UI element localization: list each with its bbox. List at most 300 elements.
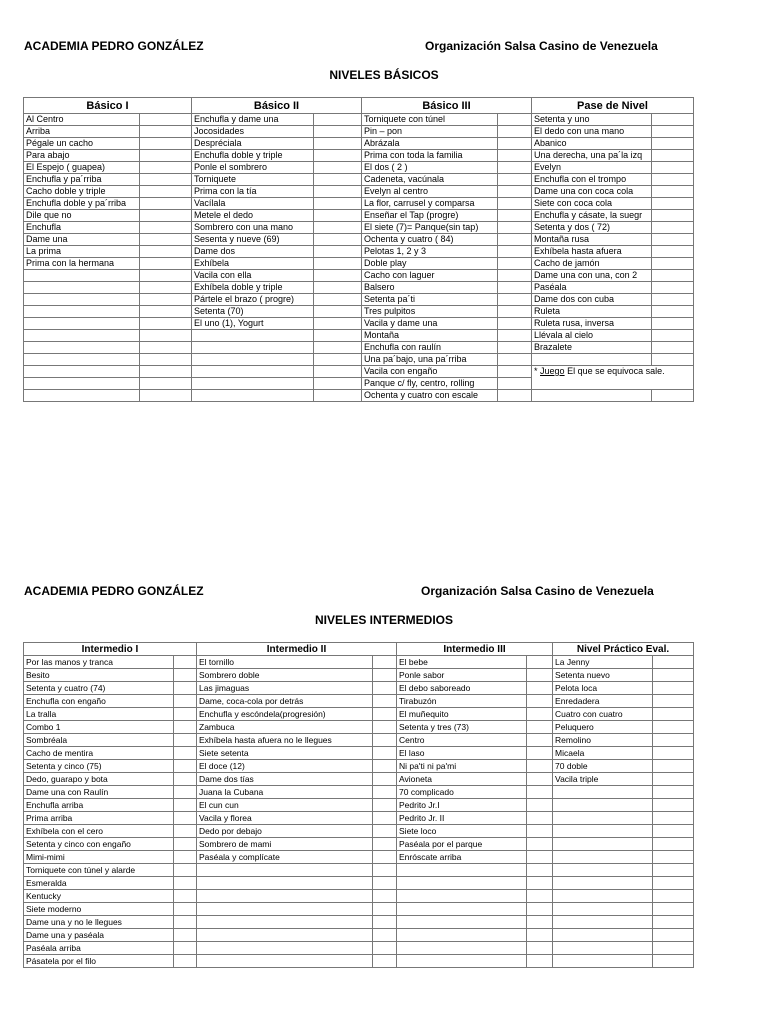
academy-name: ACADEMIA PEDRO GONZÁLEZ (24, 39, 204, 53)
table-cell (174, 786, 197, 799)
table-cell (174, 903, 197, 916)
table-cell: Abanico (532, 138, 652, 150)
table-cell (24, 390, 140, 402)
table-cell (174, 695, 197, 708)
table-cell: Ni pa'ti ni pa'mi (397, 760, 527, 773)
table-cell: Vacila y dame una (362, 318, 498, 330)
table-cell: Zambuca (197, 721, 373, 734)
column-header: Básico III (362, 98, 532, 114)
table-cell (174, 929, 197, 942)
table-cell: El dos ( 2 ) (362, 162, 498, 174)
table-cell: Una pa´bajo, una pa´rriba (362, 354, 498, 366)
table-cell (498, 318, 532, 330)
table-cell (314, 246, 362, 258)
table-cell (314, 318, 362, 330)
table-cell: Cacho de mentira (24, 747, 174, 760)
table-cell: El uno (1), Yogurt (192, 318, 314, 330)
table-cell (314, 114, 362, 126)
table-cell (174, 721, 197, 734)
table-cell: Las jimaguas (197, 682, 373, 695)
table-cell (174, 838, 197, 851)
table-cell (498, 138, 532, 150)
table-cell (192, 378, 314, 390)
table-cell (197, 864, 373, 877)
table-cell: Setenta y uno (532, 114, 652, 126)
table-cell: Pin – pon (362, 126, 498, 138)
table-cell: Torniquete con túnel (362, 114, 498, 126)
table-cell: Siete con coca cola (532, 198, 652, 210)
table-cell: Evelyn (532, 162, 652, 174)
table-cell (553, 916, 653, 929)
table-cell (24, 306, 140, 318)
table-cell: Montaña (362, 330, 498, 342)
table-cell (314, 162, 362, 174)
table-cell: Combo 1 (24, 721, 174, 734)
table-cell: Dame una y no le llegues (24, 916, 174, 929)
table-cell (498, 378, 532, 390)
academy-name: ACADEMIA PEDRO GONZÁLEZ (24, 584, 204, 598)
table-cell (373, 669, 397, 682)
table-cell (652, 234, 694, 246)
table-cell (498, 150, 532, 162)
table-cell (498, 330, 532, 342)
note-prefix: * (534, 366, 541, 376)
table-cell (653, 955, 694, 968)
table-cell (314, 306, 362, 318)
table-cell (314, 174, 362, 186)
table-cell (314, 234, 362, 246)
table-cell (314, 294, 362, 306)
table-header-row (24, 643, 694, 656)
table-row (24, 234, 694, 246)
table-cell (24, 330, 140, 342)
table-row (24, 150, 694, 162)
table-cell (653, 786, 694, 799)
table-cell (140, 306, 192, 318)
table-cell (498, 270, 532, 282)
table-cell: Arriba (24, 126, 140, 138)
table-row (24, 258, 694, 270)
table-cell (498, 162, 532, 174)
table-row (24, 342, 694, 354)
table-cell: Paséala arriba (24, 942, 174, 955)
table-cell: Avioneta (397, 773, 527, 786)
table-cell (373, 682, 397, 695)
table-cell: Setenta y cinco (75) (24, 760, 174, 773)
table-cell (373, 734, 397, 747)
table-cell: Enchufla con raulín (362, 342, 498, 354)
table-cell: Enchufla y cásate, la suegr (532, 210, 652, 222)
table-cell: Enchufla con el trompo (532, 174, 652, 186)
table-cell (553, 851, 653, 864)
table-cell: Dame una con una, con 2 (532, 270, 652, 282)
table-cell: Dame una con coca cola (532, 186, 652, 198)
table-cell: Prima con toda la familia (362, 150, 498, 162)
table-cell (373, 760, 397, 773)
table-cell (140, 330, 192, 342)
table-cell (527, 760, 553, 773)
table-row (24, 708, 694, 721)
table-cell (652, 126, 694, 138)
table-cell (314, 186, 362, 198)
table-row (24, 916, 694, 929)
table-cell (314, 282, 362, 294)
table-cell (373, 916, 397, 929)
basic-levels-table (23, 97, 694, 402)
table-cell (174, 760, 197, 773)
table-cell (174, 669, 197, 682)
table-cell (527, 656, 553, 669)
table-cell (653, 942, 694, 955)
column-header: Básico I (24, 98, 192, 114)
table-cell (373, 942, 397, 955)
table-cell: Sombréala (24, 734, 174, 747)
table-cell: Abrázala (362, 138, 498, 150)
table-cell (373, 903, 397, 916)
table-cell (373, 864, 397, 877)
table-row (24, 955, 694, 968)
table-cell (652, 342, 694, 354)
table-cell (140, 282, 192, 294)
table-cell (174, 734, 197, 747)
table-row (24, 942, 694, 955)
table-cell (197, 890, 373, 903)
table-cell (373, 786, 397, 799)
table-cell (652, 210, 694, 222)
table-cell (652, 246, 694, 258)
table-cell (373, 695, 397, 708)
table-cell: Cuatro con cuatro (553, 708, 653, 721)
table-cell (140, 186, 192, 198)
table-cell: El muñequito (397, 708, 527, 721)
table-cell (140, 258, 192, 270)
table-cell: Vacila y florea (197, 812, 373, 825)
table-cell: Dame, coca-cola por detrás (197, 695, 373, 708)
table-cell (653, 799, 694, 812)
table-cell: Enseñar el Tap (progre) (362, 210, 498, 222)
table-cell (197, 929, 373, 942)
table-cell: Metele el dedo (192, 210, 314, 222)
table-cell: Siete moderno (24, 903, 174, 916)
table-cell: Prima con la tía (192, 186, 314, 198)
table-cell: Pégale un cacho (24, 138, 140, 150)
table-cell (174, 656, 197, 669)
table-row (24, 354, 694, 366)
table-row (24, 903, 694, 916)
table-cell (498, 246, 532, 258)
table-cell (652, 114, 694, 126)
table-cell: Sombrero de mami (197, 838, 373, 851)
table-cell: Setenta (70) (192, 306, 314, 318)
table-cell: Al Centro (24, 114, 140, 126)
table-cell: Dame una (24, 234, 140, 246)
table-cell (140, 378, 192, 390)
table-cell: Juana la Cubana (197, 786, 373, 799)
table-row (24, 210, 694, 222)
table-cell (653, 916, 694, 929)
table-cell: Setenta y cinco con engaño (24, 838, 174, 851)
table-row (24, 838, 694, 851)
table-cell (373, 955, 397, 968)
table-cell (527, 903, 553, 916)
column-header: Intermedio I (24, 643, 197, 656)
table-cell: Prima con la hermana (24, 258, 140, 270)
table-cell (653, 721, 694, 734)
table-cell (532, 354, 652, 366)
table-cell: El tornillo (197, 656, 373, 669)
note-text: El que se equivoca sale. (564, 366, 665, 376)
table-cell (174, 916, 197, 929)
table-cell: Montaña rusa (532, 234, 652, 246)
table-cell (652, 282, 694, 294)
table-cell: Enchufla y pa´rriba (24, 174, 140, 186)
table-cell (140, 342, 192, 354)
table-cell (653, 747, 694, 760)
table-cell (527, 682, 553, 695)
table-cell (174, 877, 197, 890)
table-row (24, 330, 694, 342)
table-cell (174, 851, 197, 864)
table-cell: Dile que no (24, 210, 140, 222)
table-row (24, 799, 694, 812)
table-cell (653, 682, 694, 695)
table-cell: Enchufla con engaño (24, 695, 174, 708)
table-cell: Prima arriba (24, 812, 174, 825)
table-row (24, 656, 694, 669)
table-cell (653, 825, 694, 838)
intermediate-levels-table (23, 642, 694, 968)
table-cell: Remolino (553, 734, 653, 747)
table-cell (498, 174, 532, 186)
table-cell: 70 doble (553, 760, 653, 773)
table-cell: El debo saboreado (397, 682, 527, 695)
table-cell (553, 955, 653, 968)
table-row (24, 174, 694, 186)
table-cell (373, 929, 397, 942)
table-row (24, 682, 694, 695)
table-cell (373, 838, 397, 851)
table-row (24, 734, 694, 747)
table-cell (652, 138, 694, 150)
table-cell: Paséala y complícate (197, 851, 373, 864)
table-cell (314, 210, 362, 222)
table-cell: Enchufla doble y pa´rriba (24, 198, 140, 210)
table-cell (174, 942, 197, 955)
table-cell (314, 390, 362, 402)
table-cell (140, 114, 192, 126)
table-cell (373, 656, 397, 669)
table-cell: Esmeralda (24, 877, 174, 890)
table-cell: Brazalete (532, 342, 652, 354)
table-cell (397, 942, 527, 955)
table-cell: Setenta nuevo (553, 669, 653, 682)
table-cell (197, 942, 373, 955)
table-cell: El dedo con una mano (532, 126, 652, 138)
table-cell (373, 747, 397, 760)
table-cell: Ponle el sombrero (192, 162, 314, 174)
table-cell (498, 282, 532, 294)
table-cell: Dedo por debajo (197, 825, 373, 838)
table-cell (373, 825, 397, 838)
table-cell: Tres pulpitos (362, 306, 498, 318)
table-row (24, 890, 694, 903)
table-cell (498, 114, 532, 126)
table-header-row (24, 98, 694, 114)
table-cell (373, 812, 397, 825)
table-cell (140, 318, 192, 330)
column-header: Pase de Nivel (532, 98, 694, 114)
table-cell (24, 342, 140, 354)
table-row (24, 695, 694, 708)
table-cell: Dame dos (192, 246, 314, 258)
table-cell (527, 890, 553, 903)
column-header: Básico II (192, 98, 362, 114)
table-cell (197, 903, 373, 916)
table-cell (314, 378, 362, 390)
table-cell (140, 294, 192, 306)
table-cell (373, 799, 397, 812)
table-cell: Kentucky (24, 890, 174, 903)
table-cell: Jocosidades (192, 126, 314, 138)
organization-name: Organización Salsa Casino de Venezuela (425, 39, 658, 53)
table-cell (527, 799, 553, 812)
table-cell (314, 222, 362, 234)
table-cell: Paséala por el parque (397, 838, 527, 851)
table-cell: Sombrero con una mano (192, 222, 314, 234)
table-cell (314, 354, 362, 366)
table-cell (498, 198, 532, 210)
table-cell (653, 929, 694, 942)
table-row (24, 114, 694, 126)
table-cell (192, 366, 314, 378)
table-cell: Ruleta rusa, inversa (532, 318, 652, 330)
table-cell (140, 366, 192, 378)
table-row (24, 786, 694, 799)
table-cell (397, 877, 527, 890)
table-cell (397, 916, 527, 929)
table-cell: Setenta y cuatro (74) (24, 682, 174, 695)
table-cell: La prima (24, 246, 140, 258)
table-cell (498, 390, 532, 402)
table-cell (527, 929, 553, 942)
table-cell: Vacílala (192, 198, 314, 210)
table-cell (652, 330, 694, 342)
table-cell (498, 234, 532, 246)
table-cell (174, 890, 197, 903)
table-cell (653, 656, 694, 669)
table-cell (527, 721, 553, 734)
table-cell: Panque c/ fly, centro, rolling (362, 378, 498, 390)
table-cell (174, 812, 197, 825)
table-cell: Exhíbela doble y triple (192, 282, 314, 294)
table-cell (498, 366, 532, 378)
table-cell (314, 150, 362, 162)
table-cell (24, 378, 140, 390)
table-cell (653, 877, 694, 890)
table-cell (140, 390, 192, 402)
table-cell: Para abajo (24, 150, 140, 162)
table-cell (140, 210, 192, 222)
table-cell: Tirabuzón (397, 695, 527, 708)
table-row (24, 669, 694, 682)
table-row (24, 138, 694, 150)
table-cell: Cacho con laguer (362, 270, 498, 282)
table-cell (140, 354, 192, 366)
table-row (24, 721, 694, 734)
table-cell (553, 799, 653, 812)
table-cell (373, 773, 397, 786)
table-cell: Dame una con Raulín (24, 786, 174, 799)
table-cell: La Jenny (553, 656, 653, 669)
table-cell: Llévala al cielo (532, 330, 652, 342)
table-cell (498, 126, 532, 138)
table-cell (397, 890, 527, 903)
table-cell: Pelota loca (553, 682, 653, 695)
table-cell (373, 708, 397, 721)
table-cell (553, 929, 653, 942)
table-cell (527, 916, 553, 929)
table-cell (140, 198, 192, 210)
table-row (24, 760, 694, 773)
table-cell (527, 838, 553, 851)
table-cell (527, 812, 553, 825)
table-cell: Pedrito Jr. II (397, 812, 527, 825)
table-cell (553, 942, 653, 955)
table-cell (527, 942, 553, 955)
table-cell (174, 747, 197, 760)
table-cell: Ochenta y cuatro ( 84) (362, 234, 498, 246)
table-row (24, 825, 694, 838)
table-cell (174, 864, 197, 877)
table-cell (314, 198, 362, 210)
table-cell (653, 864, 694, 877)
table-row (24, 390, 694, 402)
table-cell: Besito (24, 669, 174, 682)
organization-name: Organización Salsa Casino de Venezuela (421, 584, 654, 598)
table-cell (397, 903, 527, 916)
table-cell (192, 354, 314, 366)
table-cell (140, 234, 192, 246)
table-cell (314, 126, 362, 138)
table-row (24, 877, 694, 890)
table-cell: Pedrito Jr.I (397, 799, 527, 812)
table-cell (653, 760, 694, 773)
table-cell (652, 390, 694, 402)
table-row (24, 270, 694, 282)
table-cell (24, 354, 140, 366)
table-cell: El cun cun (197, 799, 373, 812)
table-cell: Exhíbela hasta afuera (532, 246, 652, 258)
table-cell (652, 294, 694, 306)
table-cell: El bebe (397, 656, 527, 669)
table-cell (553, 812, 653, 825)
table-cell (197, 877, 373, 890)
table-cell: Despréciala (192, 138, 314, 150)
table-cell: Enchufla y dame una (192, 114, 314, 126)
table-cell: El Espejo ( guapea) (24, 162, 140, 174)
column-header: Nivel Práctico Eval. (553, 643, 694, 656)
table-cell: La tralla (24, 708, 174, 721)
table-row (24, 318, 694, 330)
table-cell (653, 708, 694, 721)
table-cell (653, 695, 694, 708)
table-cell (652, 354, 694, 366)
table-cell (652, 150, 694, 162)
table-cell (314, 330, 362, 342)
table-cell (174, 682, 197, 695)
table-cell (397, 864, 527, 877)
table-cell (527, 669, 553, 682)
